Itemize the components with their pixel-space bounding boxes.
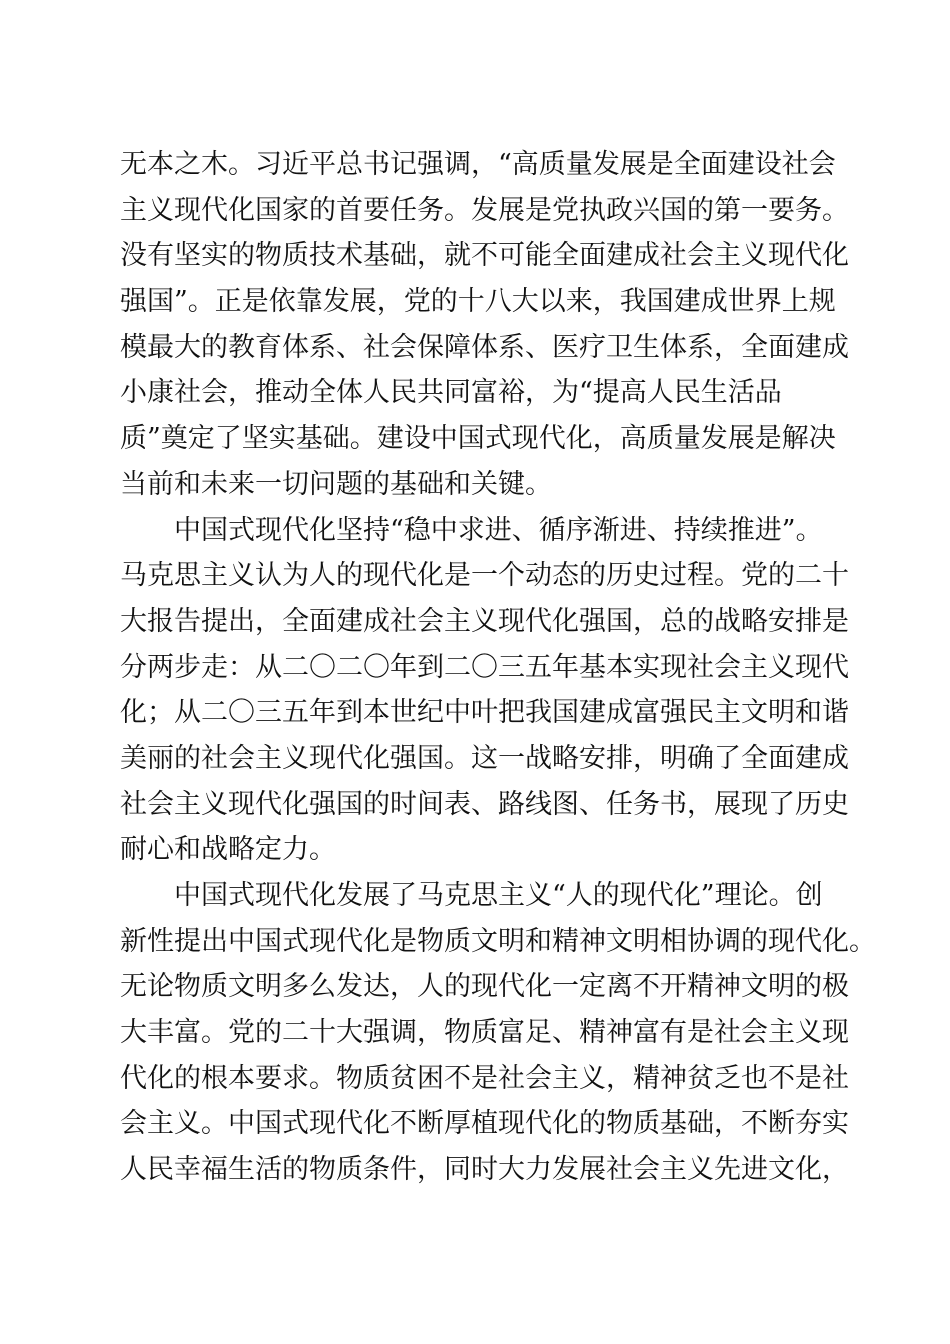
paragraph-3 xyxy=(120,873,876,1193)
text-line: 模最大的教育体系、社会保障体系、医疗卫生体系，全面建成 xyxy=(120,331,849,363)
paragraph-1 xyxy=(120,142,849,508)
text-line: 中国式现代化发展了马克思主义“人的现代化”理论。创 xyxy=(174,880,823,911)
text-line: 分两步走：从二〇二〇年到二〇三五年基本实现社会主义现代 xyxy=(120,651,849,683)
text-line: 主义现代化国家的首要任务。发展是党执政兴国的第一要务。 xyxy=(120,194,849,226)
paragraph-2 xyxy=(120,508,849,874)
text-line: 耐心和战略定力。 xyxy=(120,834,336,866)
text-line: 美丽的社会主义现代化强国。这一战略安排，明确了全面建成 xyxy=(120,742,849,774)
text-line: 化；从二〇三五年到本世纪中叶把我国建成富强民主文明和谐 xyxy=(120,697,849,729)
text-line: 会主义。中国式现代化不断厚植现代化的物质基础，不断夯实 xyxy=(120,1108,849,1140)
text-line: 无论物质文明多么发达，人的现代化一定离不开精神文明的极 xyxy=(120,971,849,1003)
text-line: 强国”。正是依靠发展，党的十八大以来，我国建成世界上规 xyxy=(120,286,836,318)
text-line: 无本之木。习近平总书记强调，“高质量发展是全面建设社会 xyxy=(120,149,836,180)
text-line: 中国式现代化坚持“稳中求进、循序渐进、持续推进”。 xyxy=(174,514,823,546)
text-line: 大丰富。党的二十大强调，物质富足、精神富有是社会主义现 xyxy=(120,1017,849,1049)
body-text xyxy=(120,142,876,1193)
text-line: 马克思主义认为人的现代化是一个动态的历史过程。党的二十 xyxy=(120,560,849,592)
text-line: 没有坚实的物质技术基础，就不可能全面建成社会主义现代化 xyxy=(120,240,849,272)
text-line: 社会主义现代化强国的时间表、路线图、任务书，展现了历史 xyxy=(120,788,849,820)
text-line: 大报告提出，全面建成社会主义现代化强国，总的战略安排是 xyxy=(120,605,849,637)
text-line: 代化的根本要求。物质贫困不是社会主义，精神贫乏也不是社 xyxy=(120,1062,849,1094)
text-line: 人民幸福生活的物质条件，同时大力发展社会主义先进文化， xyxy=(120,1154,849,1186)
text-line: 新性提出中国式现代化是物质文明和精神文明相协调的现代化。 xyxy=(120,925,876,957)
text-line: 小康社会，推动全体人民共同富裕，为“提高人民生活品 xyxy=(120,377,782,409)
text-line: 质”奠定了坚实基础。建设中国式现代化，高质量发展是解决 xyxy=(120,423,836,455)
text-line: 当前和未来一切问题的基础和关键。 xyxy=(120,468,552,500)
